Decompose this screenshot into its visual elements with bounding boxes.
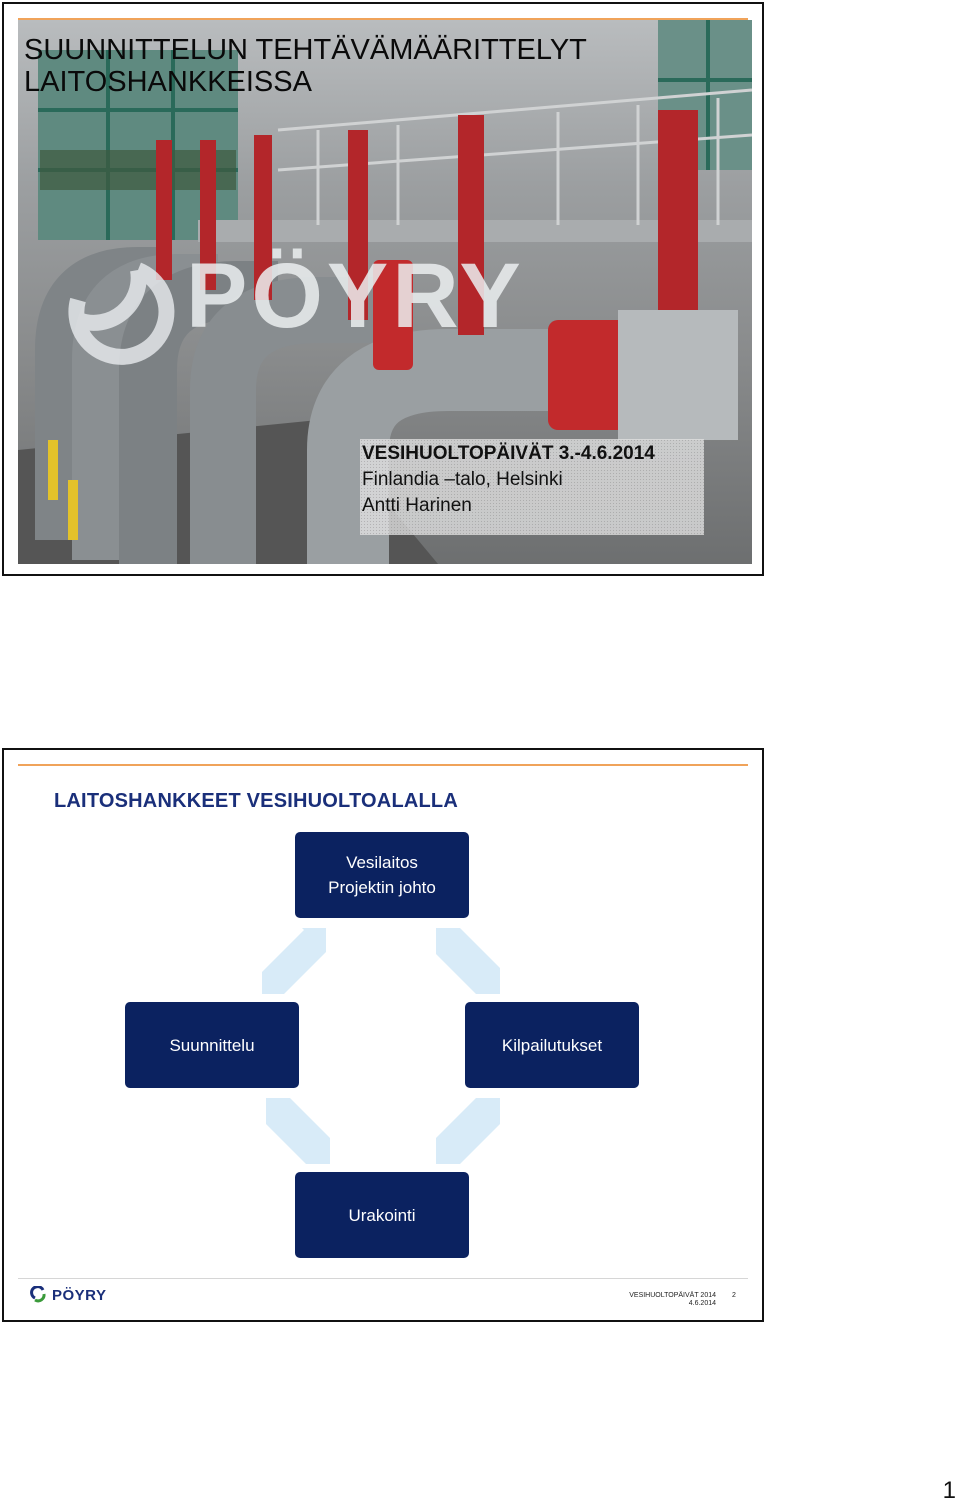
node-top-label-2: Projektin johto (328, 878, 436, 897)
title-slide (2, 2, 764, 576)
node-vesilaitos (295, 832, 469, 918)
title-line-2: LAITOSHANKKEISSA (24, 66, 312, 98)
accent-rule (18, 18, 748, 20)
node-bottom-label: Urakointi (348, 1205, 416, 1225)
watermark-logo-text: PÖYRY (186, 245, 525, 347)
diagram-slide (2, 748, 764, 1322)
arrow-top-to-right (436, 928, 500, 994)
poyry-logo-icon (30, 1286, 48, 1304)
node-kilpailutukset (465, 1002, 639, 1088)
slide-title: LAITOSHANKKEET VESIHUOLTOALALLA (54, 790, 458, 812)
footer-info (604, 1292, 716, 1308)
slide-title (24, 34, 714, 98)
event-name: VESIHUOLTOPÄIVÄT 3.-4.6.2014 (362, 443, 655, 464)
node-right-label: Kilpailutukset (501, 1035, 603, 1055)
node-top-label-1: Vesilaitos (346, 853, 418, 872)
title-line-1: SUUNNITTELUN TEHTÄVÄMÄÄRITTELYT (24, 34, 587, 66)
presenter-name: Antti Harinen (362, 495, 472, 516)
footer-event: VESIHUOLTOPÄIVÄT 2014 (629, 1292, 716, 1299)
arrow-left-to-bottom (266, 1098, 330, 1164)
slide-page-number: 2 (732, 1292, 736, 1299)
footer-date: 4.6.2014 (688, 1300, 716, 1307)
sheet-page-number: 1 (942, 1477, 956, 1504)
node-left-label: Suunnittelu (169, 1035, 255, 1055)
footer-logo-text: PÖYRY (52, 1286, 107, 1304)
footer-divider (18, 1278, 748, 1279)
event-info-box (360, 439, 704, 535)
node-suunnittelu (125, 1002, 299, 1088)
event-venue: Finlandia –talo, Helsinki (362, 469, 563, 490)
arrow-top-to-left (262, 928, 326, 994)
arrow-right-to-bottom (436, 1098, 500, 1164)
footer-logo (30, 1286, 106, 1304)
node-urakointi (295, 1172, 469, 1258)
